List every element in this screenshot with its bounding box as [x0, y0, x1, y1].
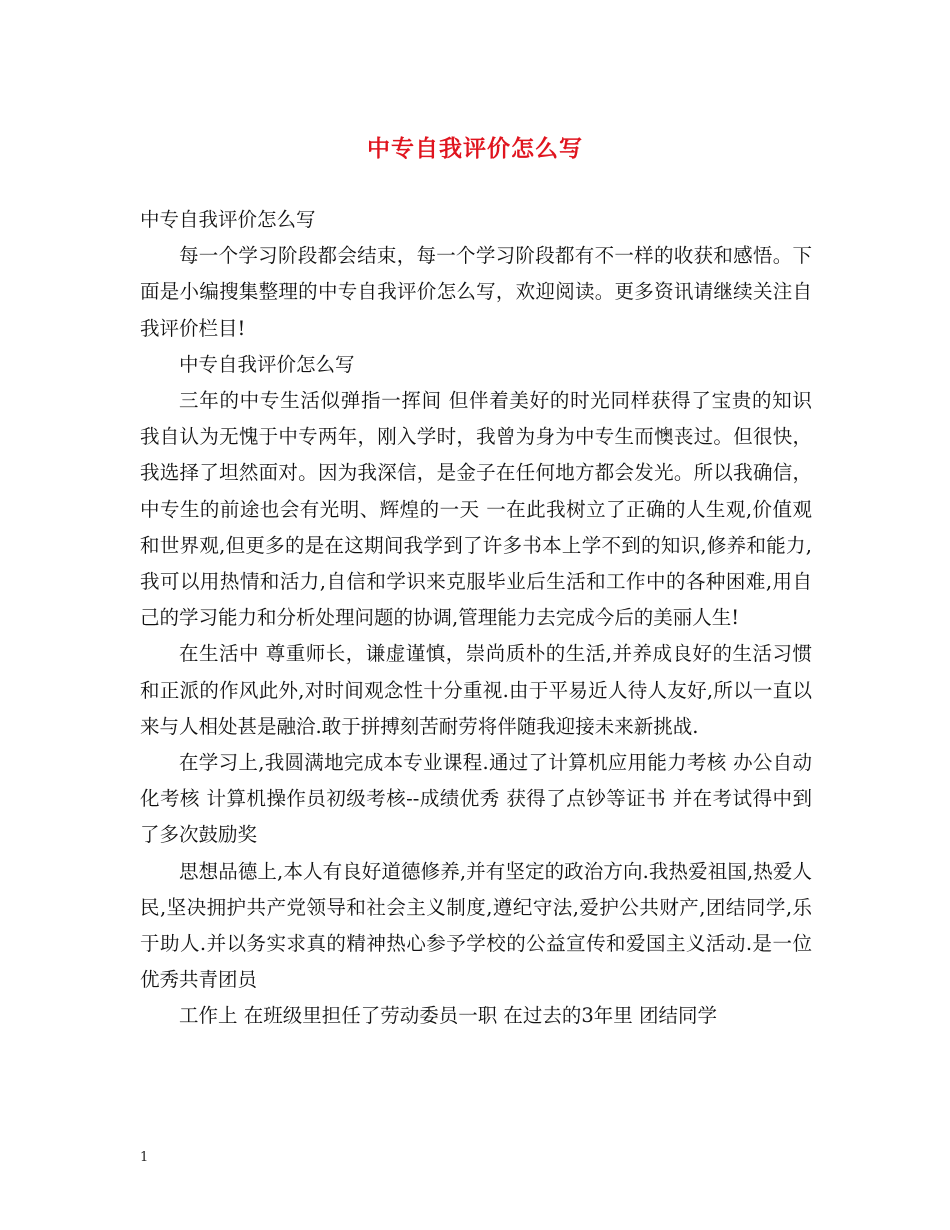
- paragraph-intro: 每一个学习阶段都会结束，每一个学习阶段都有不一样的收获和感悟。下面是小编搜集整理的中专自我评价怎么写，欢迎阅读。更多资讯请继续关注自我评价栏目!: [140, 244, 812, 340]
- paragraph-life: 在生活中 尊重师长，谦虚谨慎，崇尚质朴的生活,并养成良好的生活习惯和正派的作风此外,对时间观念性十分重视.由于平易近人待人友好,所以一直以来与人相处甚是融洽.敢于拼搏刻苦耐劳将伴随我迎接未来新挑战.: [140, 642, 812, 738]
- paragraph-work: 工作上 在班级里担任了劳动委员一职 在过去的3年里 团结同学: [179, 1004, 718, 1028]
- document-title: 中专自我评价怎么写: [367, 135, 583, 162]
- document-body: [140, 202, 812, 1035]
- page-number: 1: [140, 1150, 149, 1165]
- paragraph-subheading: 中专自我评价怎么写: [179, 352, 355, 376]
- paragraph-heading: 中专自我评价怎么写: [140, 208, 316, 231]
- paragraph-overview: 三年的中专生活似弹指一挥间 但伴着美好的时光同样获得了宝贵的知识 我自认为无愧于中专两年，刚入学时，我曾为身为中专生而懊丧过。但很快，我选择了坦然面对。因为我深信，是金子在任何地方都会发光。所以我确信，中专生的前途也会有光明、辉煌的一天 一在此我树立了正确的人生观,价值观和世界观,但更多的是在这期间我学到了许多书本上学不到的知识,修养和能力,我可以用热情和活力,自信和学识来克服毕业后生活和工作中的各种困难,用自己的学习能力和分析处理问题的协调,管理能力去完成今后的美丽人生!: [140, 389, 812, 630]
- paragraph-study: 在学习上,我圆满地完成本专业课程.通过了计算机应用能力考核 办公自动化考核 计算机操作员初级考核--成绩优秀 获得了点钞等证书 并在考试得中到了多次鼓励奖: [140, 751, 812, 847]
- paragraph-morality: 思想品德上,本人有良好道德修养,并有坚定的政治方向.我热爱祖国,热爱人民,坚决拥护共产党领导和社会主义制度,遵纪守法,爱护公共财产,团结同学,乐于助人.并以务实求真的精神热心参予学校的公益宣传和爱国主义活动.是一位优秀共青团员: [140, 859, 812, 992]
